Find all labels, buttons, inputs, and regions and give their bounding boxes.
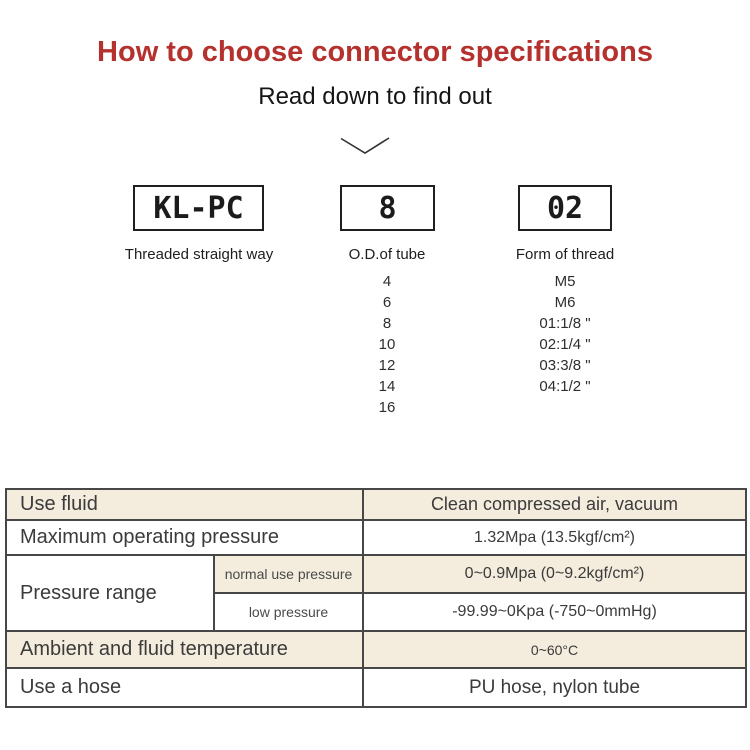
spec-value-use-fluid: Clean compressed air, vacuum <box>363 489 746 520</box>
page-title: How to choose connector specifications <box>97 36 653 68</box>
code-label-tube-od: O.D.of tube <box>348 246 426 263</box>
spec-value-max-pressure: 1.32Mpa (13.5kgf/cm²) <box>363 520 746 555</box>
code-box-series: KL-PC <box>133 185 264 231</box>
code-box-tube-od: 8 <box>340 185 435 231</box>
thread-option: M6 <box>554 294 576 311</box>
table-row <box>6 631 746 668</box>
spec-table <box>5 488 747 708</box>
tube-option: 8 <box>382 315 392 332</box>
spec-sublabel-low-pressure: low pressure <box>214 593 363 631</box>
code-label-series: Threaded straight way <box>124 246 274 263</box>
spec-label-hose: Use a hose <box>6 668 363 707</box>
tube-option: 14 <box>378 378 396 395</box>
tube-option: 16 <box>378 399 396 416</box>
tube-option: 4 <box>382 273 392 290</box>
thread-option: 03:3/8 " <box>539 357 591 374</box>
chevron-down-icon <box>340 137 390 160</box>
thread-option: 02:1/4 " <box>539 336 591 353</box>
thread-form-options <box>490 271 640 397</box>
spec-sublabel-normal-pressure: normal use pressure <box>214 555 363 593</box>
thread-option: M5 <box>554 273 576 290</box>
table-row <box>6 555 746 593</box>
spec-label-temperature: Ambient and fluid temperature <box>6 631 363 668</box>
spec-label-pressure-range: Pressure range <box>6 555 214 631</box>
spec-label-use-fluid: Use fluid <box>6 489 363 520</box>
tube-option: 12 <box>378 357 396 374</box>
tube-option: 10 <box>378 336 396 353</box>
code-label-thread-form: Form of thread <box>515 246 615 263</box>
tube-od-options <box>337 271 437 418</box>
tube-option: 6 <box>382 294 392 311</box>
spec-value-normal-pressure: 0~0.9Mpa (0~9.2kgf/cm²) <box>363 555 746 593</box>
table-row <box>6 668 746 707</box>
table-row <box>6 520 746 555</box>
thread-option: 04:1/2 " <box>539 378 591 395</box>
page-subtitle: Read down to find out <box>258 83 492 110</box>
table-row <box>6 489 746 520</box>
thread-option: 01:1/8 " <box>539 315 591 332</box>
code-box-thread-form: 02 <box>518 185 612 231</box>
spec-value-hose: PU hose, nylon tube <box>363 668 746 707</box>
spec-value-low-pressure: -99.99~0Kpa (-750~0mmHg) <box>363 593 746 631</box>
spec-value-temperature: 0~60°C <box>363 631 746 668</box>
spec-label-max-pressure: Maximum operating pressure <box>6 520 363 555</box>
